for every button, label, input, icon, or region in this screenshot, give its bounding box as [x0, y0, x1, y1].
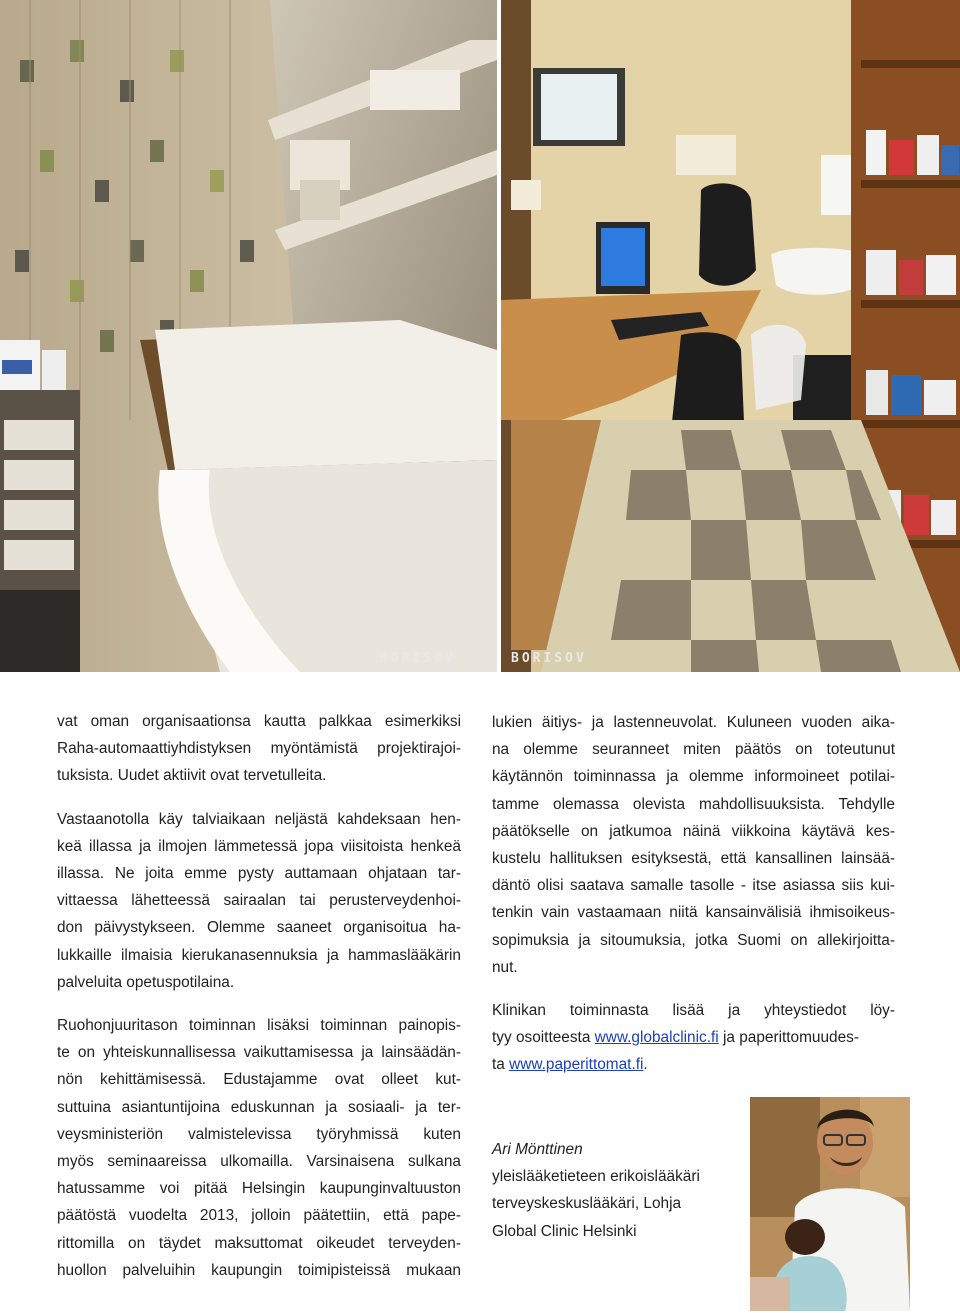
- text-line: kustelu hallituksen esityksestä, että kansallinen lainsää-: [492, 850, 895, 868]
- text-line: myös seminaareissa ulkomailla. Varsinaisena sulkana: [57, 1153, 461, 1171]
- text-line: nön kehittämisessä. Edustajamme ovat olleet kut-: [57, 1071, 461, 1089]
- left-column: [57, 708, 461, 1284]
- text-line: Vastaanotolla käy talviaikaan neljästä kahdeksaan hen-: [57, 810, 461, 828]
- paragraph: [492, 709, 895, 981]
- text-line: tenkin vain vastaamaan niitä kansainvälisiä ihmisoikeus-: [492, 904, 895, 922]
- text-line: Raha-automaattiyhdistyksen myöntämistä projektirajoi-: [57, 740, 461, 758]
- text-line: illassa. Ne joita emme pysty auttamaan ohjataan tar-: [57, 865, 461, 883]
- paragraph: [57, 708, 461, 790]
- text-line: suttuina asiantuntijoina eduskunnan ja sosiaali- ja ter-: [57, 1098, 461, 1116]
- text-line: nut.: [492, 958, 518, 976]
- paperittomat-link[interactable]: www.paperittomat.fi: [509, 1056, 644, 1074]
- text-line: huollon palveluihin kaupungin toimipisteissä mukaan: [57, 1261, 461, 1279]
- author-name: [492, 1136, 742, 1163]
- photo-examination-room: [0, 0, 497, 672]
- paragraph: [492, 997, 895, 1079]
- text-line: vittaessa lähetteessä sairaalan tai perusterveydenhoi-: [57, 892, 461, 910]
- examination-room-illustration: [0, 0, 497, 672]
- text-fragment: tyy osoitteesta: [492, 1029, 595, 1047]
- text-line: palveluita opetuspotilaina.: [57, 973, 235, 991]
- text-line: [492, 1024, 895, 1051]
- text-line: Ruohonjuuritason toiminnan lisäksi toiminnan painopis-: [57, 1017, 461, 1035]
- portrait-illustration: [750, 1097, 910, 1311]
- text-fragment: .: [643, 1056, 648, 1074]
- text-line: veysministeriön valmistelevissa työryhmissä kuten: [57, 1125, 461, 1143]
- text-line: tamme olemassa olevista mahdollisuuksista. Tehdylle: [492, 795, 895, 813]
- text-line: käytännön toiminnassa ja olemme informoineet potilai-: [492, 768, 895, 786]
- text-line: hatussamme voi pitää Helsingin kaupunginvaltuuston: [57, 1180, 461, 1198]
- photo-watermark: BORISOV: [380, 651, 456, 666]
- text-line: päätökselle on jatkumoa näinä viikkoina käytävä kes-: [492, 822, 895, 840]
- globalclinic-link[interactable]: www.globalclinic.fi: [594, 1029, 719, 1047]
- text-line: rittomilla on täydet maksuttomat oikeudet terveyden-: [57, 1234, 461, 1252]
- text-fragment: ja paperittomuudes-: [718, 1029, 859, 1047]
- text-line: sopimuksia ja sitoumuksia, jotka Suomi on allekirjoitta-: [492, 931, 895, 949]
- author-organization: Global Clinic Helsinki: [492, 1222, 637, 1240]
- author-position: terveyskeskuslääkäri, Lohja: [492, 1195, 682, 1213]
- author-portrait: [750, 1097, 910, 1311]
- right-column: [492, 709, 895, 1095]
- text-line: na olemme seuranneet miten päätös on toteutunut: [492, 741, 895, 759]
- text-line: päätöstä vuodelta 2013, jolloin päätettiin, että pape-: [57, 1207, 461, 1225]
- text-line: don päivystykseen. Olemme saaneet organisoitua ha-: [57, 919, 461, 937]
- author-title: yleislääketieteen erikoislääkäri: [492, 1168, 700, 1186]
- text-line: te on yhteiskunnallisessa vaikuttamisessa ja lainsäädän-: [57, 1044, 461, 1062]
- paragraph: [57, 806, 461, 996]
- paragraph: [57, 1012, 461, 1284]
- text-line: keä illassa ja ilmojen lämmetessä jopa viisitoista henkeä: [57, 837, 461, 855]
- text-line: Klinikan toiminnasta lisää ja yhteystiedot löy-: [492, 1002, 895, 1020]
- author-name-text: Ari Mönttinen: [492, 1141, 583, 1158]
- text-line: [492, 1051, 895, 1078]
- photo-doctors-office: [501, 0, 960, 672]
- photo-watermark: BORISOV: [511, 651, 587, 666]
- text-line: lukkaille ilmaisia kierukanasennuksia ja hammaslääkärin: [57, 946, 461, 964]
- text-line: lukien äitiys- ja lastenneuvolat. Kuluneen vuoden aika-: [492, 714, 895, 731]
- text-line: tuksista. Uudet aktiivit ovat tervetulleita.: [57, 767, 327, 785]
- author-signature: [492, 1136, 742, 1245]
- text-line: vat oman organisaationsa kautta palkkaa esimerkiksi: [57, 713, 461, 730]
- text-fragment: ta: [492, 1056, 510, 1074]
- doctors-office-illustration: [501, 0, 960, 672]
- text-line: däntö olisi saatava samalle tasolle - itse asiassa siis kui-: [492, 877, 895, 895]
